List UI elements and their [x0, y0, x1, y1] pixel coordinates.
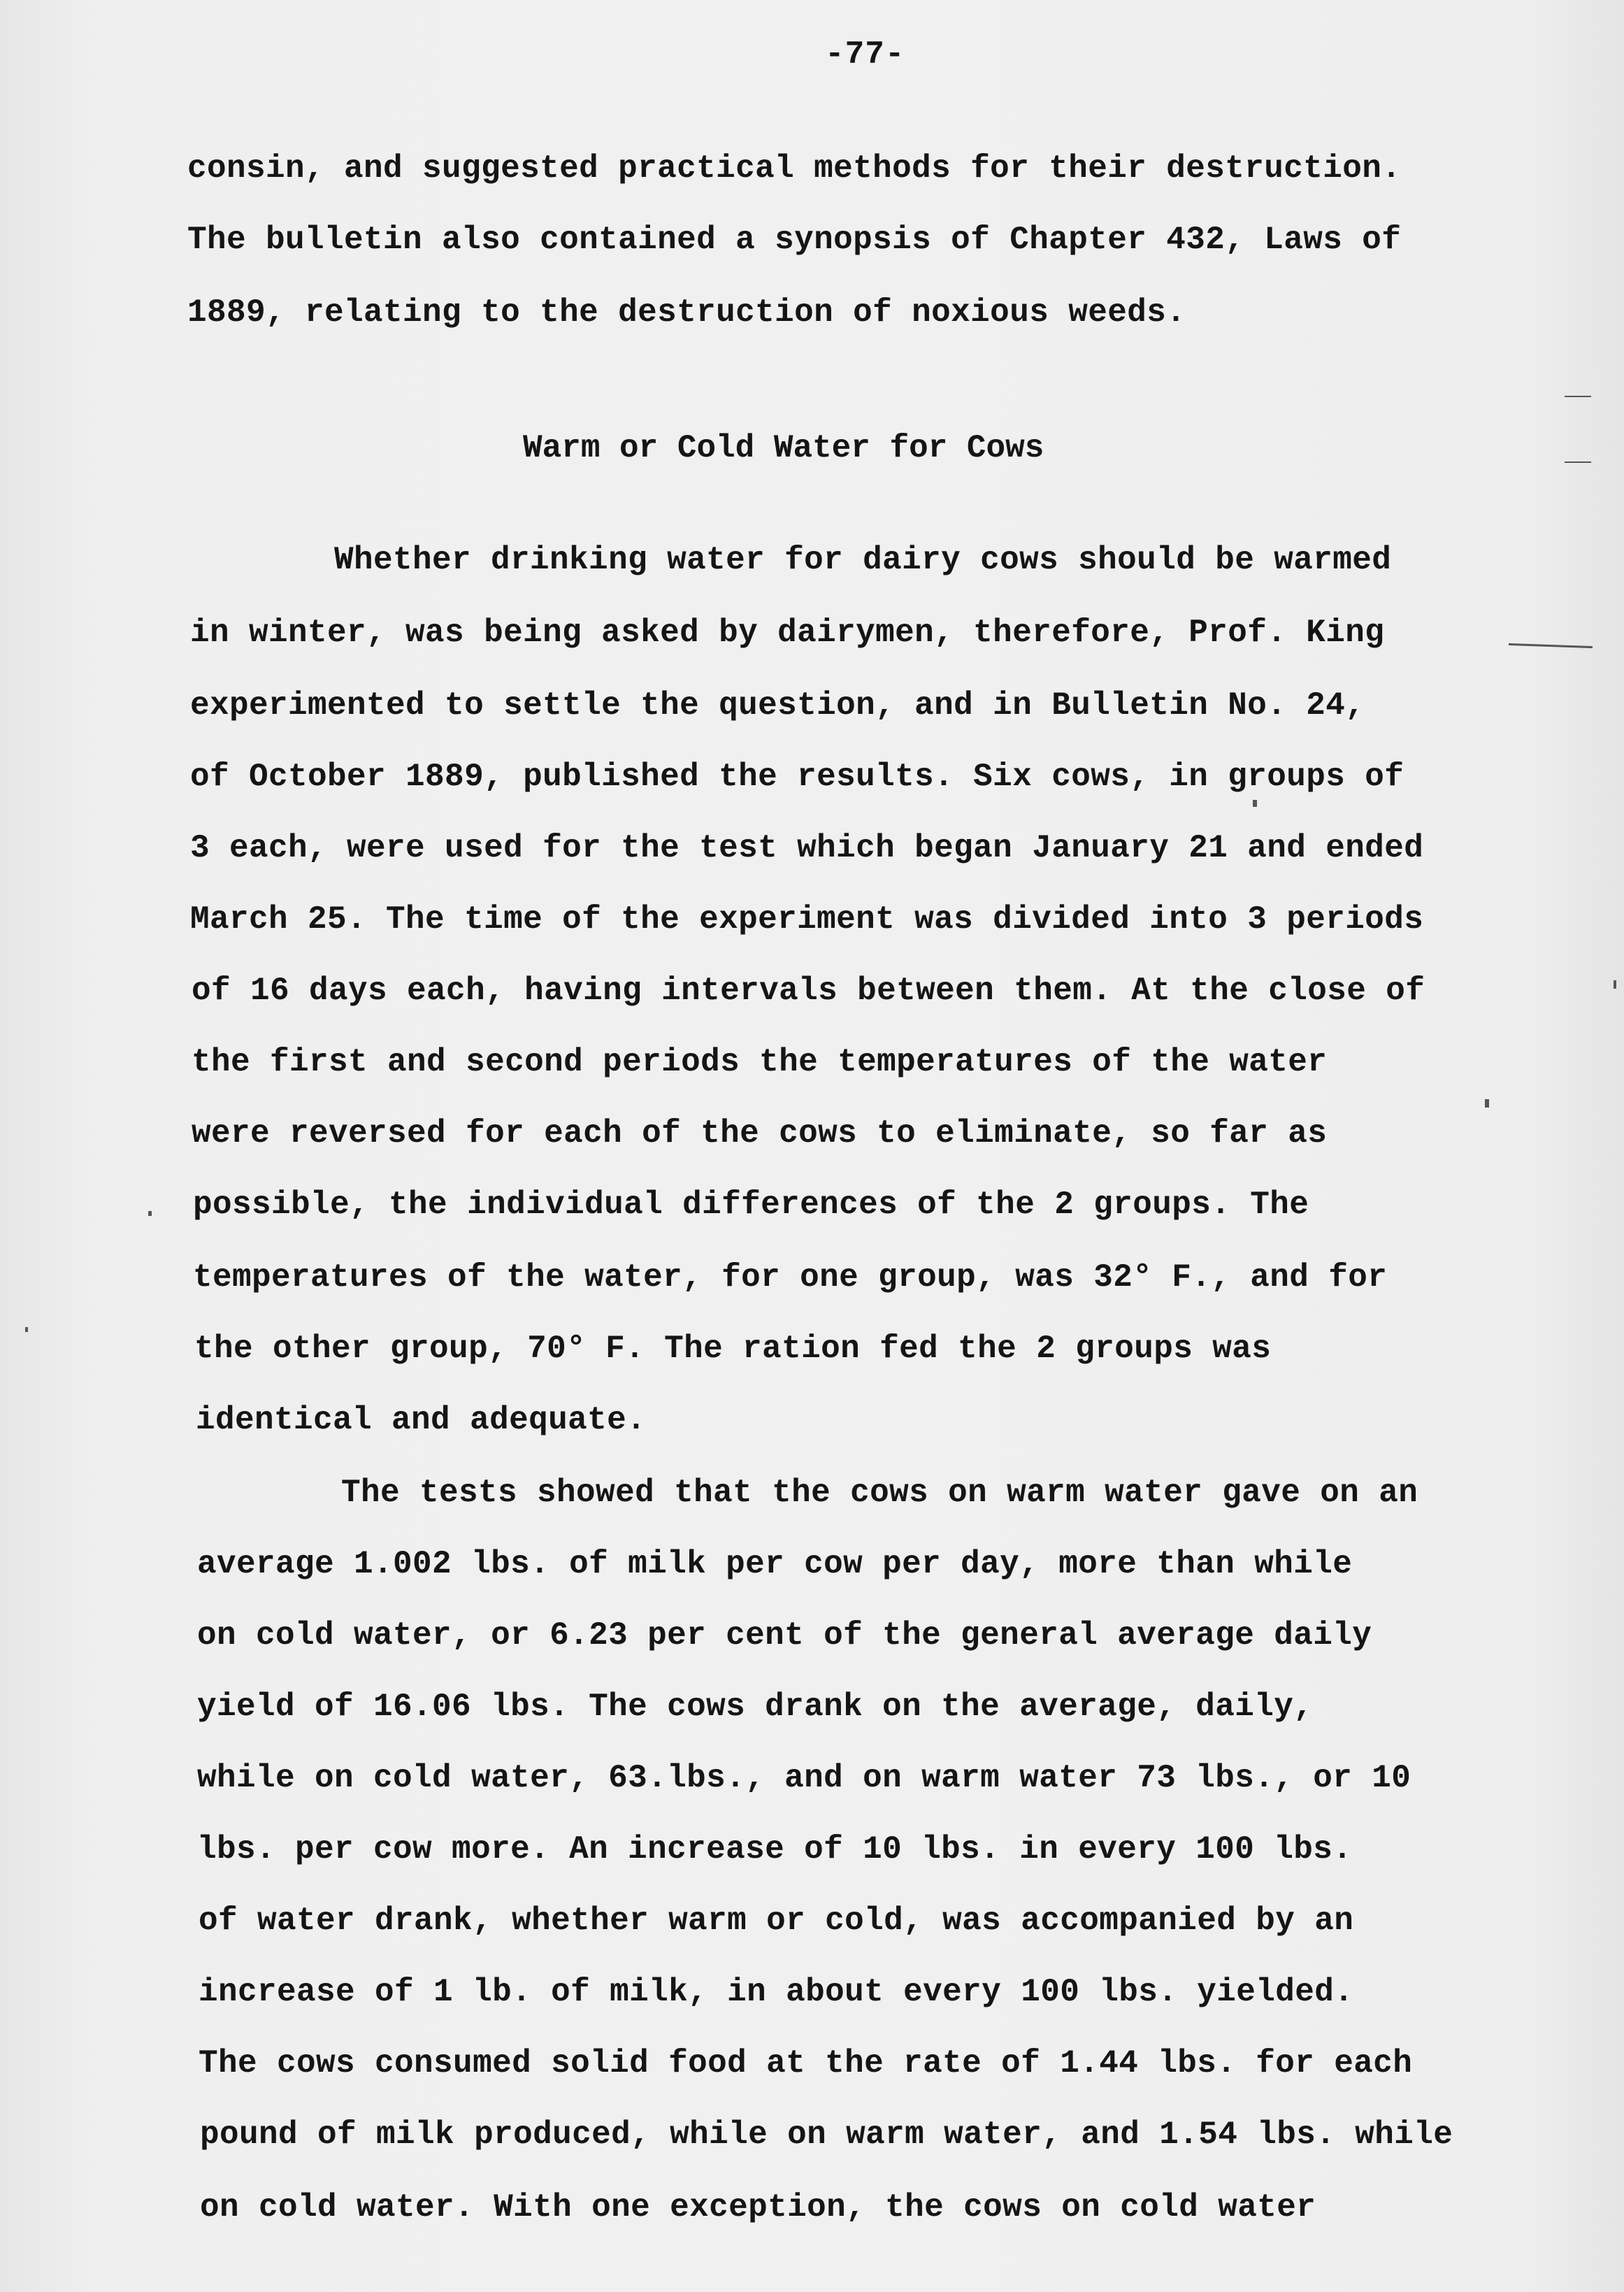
- text-line: the other group, 70° F. The ration fed the 2 groups was: [194, 1331, 1272, 1367]
- text-line: pound of milk produced, while on warm water, and 1.54 lbs. while: [200, 2116, 1453, 2153]
- text-line: Whether drinking water for dairy cows should be warmed: [334, 542, 1392, 578]
- text-line: on cold water, or 6.23 per cent of the general average daily: [197, 1617, 1372, 1654]
- text-line: 1889, relating to the destruction of noxious weeds.: [187, 294, 1186, 331]
- text-line: on cold water. With one exception, the cows on cold water: [200, 2189, 1316, 2226]
- text-line: yield of 16.06 lbs. The cows drank on the average, daily,: [197, 1689, 1314, 1725]
- margin-mark: [1565, 396, 1591, 397]
- page-number: -77-: [825, 36, 905, 73]
- margin-mark: [1565, 461, 1591, 463]
- text-line: possible, the individual differences of the 2 groups. The: [193, 1187, 1309, 1223]
- text-line: of 16 days each, having intervals between them. At the close of: [192, 973, 1425, 1009]
- text-line: identical and adequate.: [196, 1402, 647, 1438]
- text-line: were reversed for each of the cows to eliminate, so far as: [192, 1115, 1328, 1152]
- section-heading: Warm or Cold Water for Cows: [523, 430, 1044, 466]
- text-line: of water drank, whether warm or cold, was accompanied by an: [199, 1903, 1354, 1939]
- text-line: while on cold water, 63.lbs., and on warm water 73 lbs., or 10: [197, 1760, 1411, 1796]
- ink-speck: [25, 1327, 28, 1332]
- text-line: The tests showed that the cows on warm water gave on an: [341, 1475, 1418, 1511]
- text-line: the first and second periods the temperatures of the water: [192, 1044, 1328, 1080]
- ink-speck: [148, 1211, 152, 1216]
- ink-speck: [1485, 1099, 1489, 1108]
- margin-mark: [1509, 643, 1593, 648]
- text-line: of October 1889, published the results. Six cows, in groups of: [190, 759, 1404, 795]
- text-line: temperatures of the water, for one group, was 32° F., and for: [193, 1259, 1388, 1296]
- text-line: consin, and suggested practical methods for their destruction.: [187, 150, 1402, 187]
- text-line: lbs. per cow more. An increase of 10 lbs. in every 100 lbs.: [197, 1831, 1353, 1868]
- text-line: The bulletin also contained a synopsis of Chapter 432, Laws of: [187, 222, 1402, 258]
- text-line: average 1.002 lbs. of milk per cow per day, more than while: [197, 1546, 1353, 1582]
- ink-speck: [1253, 800, 1257, 807]
- text-line: in winter, was being asked by dairymen, therefore, Prof. King: [190, 615, 1385, 651]
- text-line: increase of 1 lb. of milk, in about every 100 lbs. yielded.: [199, 1974, 1354, 2010]
- text-line: March 25. The time of the experiment was divided into 3 periods: [190, 901, 1424, 938]
- text-line: 3 each, were used for the test which began January 21 and ended: [190, 830, 1424, 866]
- ink-speck: [1614, 980, 1616, 989]
- text-line: The cows consumed solid food at the rate of 1.44 lbs. for each: [199, 2045, 1413, 2082]
- text-line: experimented to settle the question, and in Bulletin No. 24,: [190, 687, 1365, 724]
